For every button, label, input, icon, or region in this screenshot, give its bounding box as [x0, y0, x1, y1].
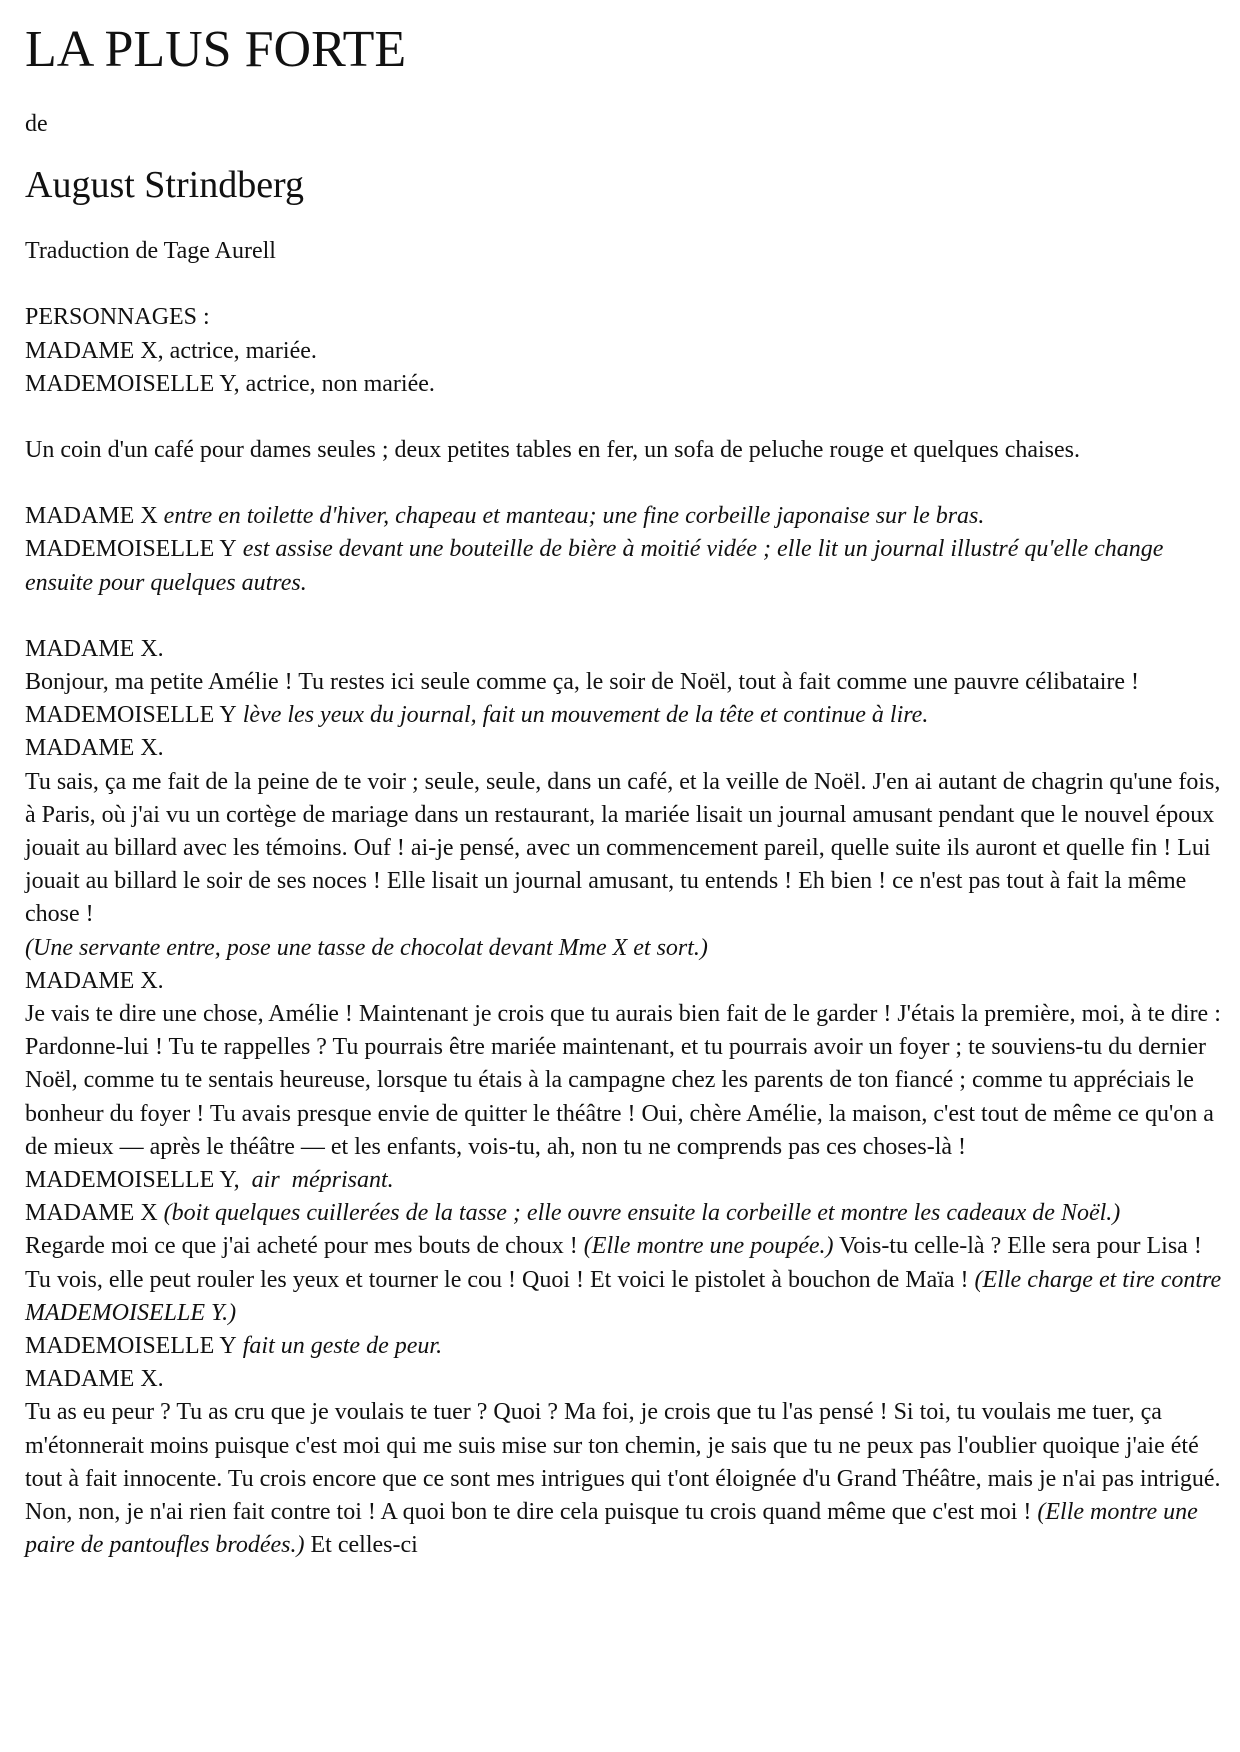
speaker-name: MADEMOISELLE Y	[25, 1333, 237, 1360]
speaker-name: MADAME X.	[25, 735, 164, 762]
stage-direction-text: lève les yeux du journal, fait un mouvement de la tête et continue à lire.	[236, 702, 929, 729]
by-line: de	[25, 110, 48, 137]
speech-text: Regarde moi ce que j'ai acheté pour mes bouts de choux !	[25, 1233, 584, 1260]
opening-stage-directions	[25, 500, 1222, 600]
speech-line: Tu sais, ça me fait de la peine de te voir ; seule, seule, dans un café, et la veille de Noël. J'en ai autant de chagrin qu'une fois, à Paris, où j'ai vu un cortège de mariage dans un restaurant, la mariée lisait un journal amusant pendant que le nouvel époux jouait au billard avec les témoins. Ouf ! ai-je pensé, avec un commencement pareil, quelle suite ils auront et quelle fin ! Lui jouait au billard le soir de ses noces ! Elle lisait un journal amusant, tu entends ! Eh bien ! ce n'est pas tout à fait la même chose !	[25, 768, 1221, 928]
speech-text: Vois-tu celle-là ? Elle sera pour Lisa ! Tu vois, elle peut rouler les yeux et tourner le cou ! Quoi ! Et voici le pistolet à bouchon de Maïa !	[25, 1233, 1202, 1293]
stage-direction-text: (Une servante entre, pose une tasse de chocolat devant Mme X et sort.)	[25, 934, 708, 961]
speaker-name: MADEMOISELLE Y,	[25, 1167, 240, 1194]
play-title: LA PLUS FORTE	[25, 21, 407, 78]
stage-direction	[25, 1197, 1222, 1230]
stage-direction-text: (Elle charge et tire contre MADEMOISELLE Y.)	[25, 1266, 1222, 1326]
stage-direction-text: (Elle montre une poupée.)	[583, 1233, 834, 1260]
speaker-name: MADEMOISELLE Y	[25, 536, 237, 563]
speech-line: Je vais te dire une chose, Amélie ! Maintenant je crois que tu aurais bien fait de le garder ! J'étais la première, moi, à te dire : Pardonne-lui ! Tu te rappelles ? Tu pourrais être mariée maintenant, et tu pourrais avoir un foyer ; te souviens-tu du dernier Noël, comme tu te sentais heureuse, lorsque tu étais à la campagne chez les parents de ton fiancé ; comme tu appréciais le bonheur du foyer ! Tu avais presque envie de quitter le théâtre ! Oui, chère Amélie, la maison, c'est tout de même ce qu'on a de mieux — après le théâtre — et les enfants, vois-tu, ah, non tu ne comprends pas ces choses-là !	[25, 1001, 1221, 1160]
speech-line: Bonjour, ma petite Amélie ! Tu restes ici seule comme ça, le soir de Noël, tout à fait comme une pauvre célibataire !	[25, 669, 1140, 696]
stage-direction	[25, 699, 1222, 732]
stage-direction	[25, 1164, 1222, 1197]
characters-list	[25, 301, 1222, 401]
character-mademoiselle-y: MADEMOISELLE Y, actrice, non mariée.	[25, 370, 435, 397]
stage-direction-text: (Elle montre une paire de pantoufles brodées.)	[25, 1499, 1198, 1559]
stage-direction-text: est assise devant une bouteille de bière à moitié vidée ; elle lit un journal illustré qu'elle change ensuite pour quelques autres.	[25, 536, 1164, 596]
speech-line	[25, 1230, 1222, 1330]
translator-credit: Traduction de Tage Aurell	[25, 238, 276, 265]
speech-text: Et celles-ci	[304, 1532, 418, 1559]
stage-direction	[25, 533, 1222, 599]
speaker-name: MADAME X	[25, 1200, 158, 1227]
character-madame-x: MADAME X, actrice, mariée.	[25, 337, 317, 364]
author-name: August Strindberg	[25, 163, 305, 206]
setting-description: Un coin d'un café pour dames seules ; deux petites tables en fer, un sofa de peluche rouge et quelques chaises.	[25, 437, 1081, 463]
stage-direction	[25, 500, 1222, 533]
stage-direction	[25, 1330, 1222, 1363]
speaker-name: MADEMOISELLE Y	[25, 702, 237, 729]
stage-direction-text: entre en toilette d'hiver, chapeau et manteau; une fine corbeille japonaise sur le bras.	[157, 503, 985, 530]
speaker-name: MADAME X.	[25, 635, 164, 662]
stage-direction-text: air méprisant.	[239, 1167, 394, 1194]
stage-direction-text: (boit quelques cuillerées de la tasse ; elle ouvre ensuite la corbeille et montre les cadeaux de Noël.)	[157, 1200, 1121, 1227]
speaker-name: MADAME X.	[25, 967, 164, 994]
speaker-name: MADAME X.	[25, 1366, 164, 1393]
speaker-name: MADAME X	[25, 503, 158, 530]
speech-line	[25, 1396, 1222, 1562]
stage-direction-text: fait un geste de peur.	[236, 1333, 443, 1360]
characters-heading: PERSONNAGES :	[25, 304, 210, 331]
dialogue	[25, 633, 1222, 1563]
speech-text: Tu as eu peur ? Tu as cru que je voulais te tuer ? Quoi ? Ma foi, je crois que tu l'as pensé ! Si toi, tu voulais me tuer, ça m'étonnerait moins puisque c'est moi qui me suis mise sur ton chemin, je sais que tu ne peux pas l'oublier quoique j'aie été tout à fait innocente. Tu crois encore que ce sont mes intrigues qui t'ont éloignée d'u Grand Théâtre, mais je n'ai pas intrigué. Non, non, je n'ai rien fait contre toi ! A quoi bon te dire cela puisque tu crois quand même que c'est moi !	[25, 1399, 1221, 1526]
